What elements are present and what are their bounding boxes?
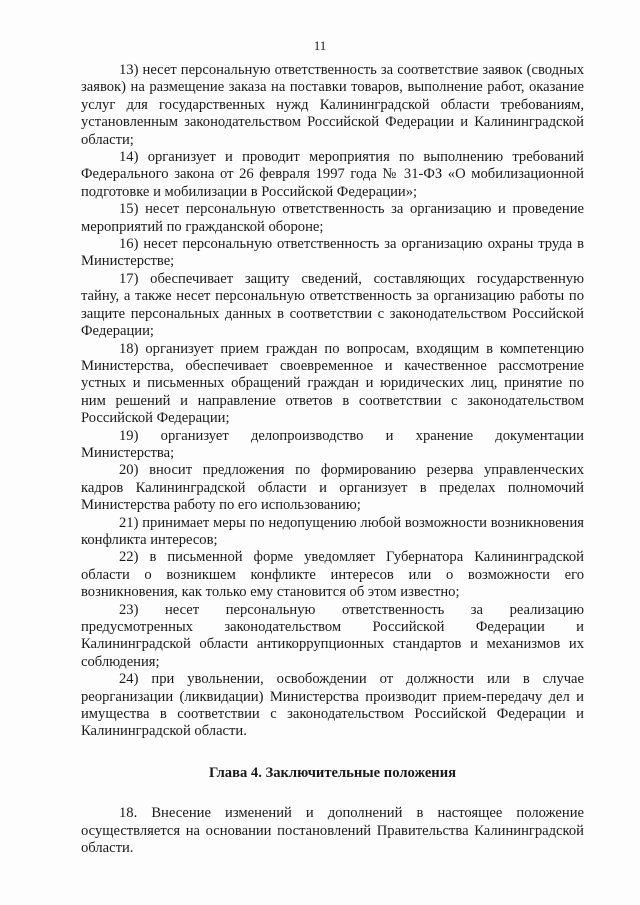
final-paragraph: 18. Внесение изменений и дополнений в настоящее положение осуществляется на основании постановлений Правительства Калининградской области. [81, 805, 584, 857]
list-item: 18) организует прием граждан по вопросам, входящим в компетенцию Министерства, обеспечивает своевременное и качественное рассмотрение устных и письменных обращений граждан и юридических лиц, принятие по ним решений и направление ответов в соответствии с законодательством Российской Федерации; [81, 340, 584, 427]
page-number: 11 [313, 38, 327, 53]
list-item: 16) несет персональную ответственность за организацию охраны труда в Министерстве; [81, 236, 584, 270]
list-item: 22) в письменной форме уведомляет Губернатора Калининградской области о возникшем конфликте интересов или о возможности его возникновения, как только ему становится об этом известно; [81, 549, 584, 601]
chapter-heading: Глава 4. Заключительные положения [208, 764, 457, 781]
list-item: 19) организует делопроизводство и хранение документации Министерства; [81, 427, 584, 461]
list-item: 24) при увольнении, освобождении от должности или в случае реорганизации (ликвидации) Министерства производит прием-передачу дел и имущества в соответствии с законодательством Российской Федерации и Калининградской области. [81, 671, 584, 740]
document-body [81, 62, 584, 857]
list-item: 21) принимает меры по недопущению любой возможности возникновения конфликта интересов; [81, 514, 584, 548]
list-item: 15) несет персональную ответственность за организацию и проведение мероприятий по гражданской обороне; [81, 201, 584, 235]
list-item: 23) несет персональную ответственность за реализацию предусмотренных законодательством Российской Федерации и Калининградской области антикоррупционных стандартов и механизмов их соблюдения; [81, 601, 584, 670]
list-item: 13) несет персональную ответственность за соответствие заявок (сводных заявок) на размещение заказа на поставки товаров, выполнение работ, оказание услуг для государственных нужд Калининградской области требованиям, установленным законодательством Российской Федерации и Калининградской области; [81, 62, 584, 148]
list-item: 20) вносит предложения по формированию резерва управленческих кадров Калининградской области и организует в пределах полномочий Министерства работу по его использованию; [81, 462, 584, 514]
list-item: 17) обеспечивает защиту сведений, составляющих государственную тайну, а также несет персональную ответственность за организацию работы по защите персональных данных в соответствии с законодательством Российской Федерации; [81, 270, 584, 340]
list-item: 14) организует и проводит мероприятия по выполнению требований Федерального закона от 26 февраля 1997 года № 31-ФЗ «О мобилизационной подготовке и мобилизации в Российской Федерации»; [81, 149, 584, 200]
